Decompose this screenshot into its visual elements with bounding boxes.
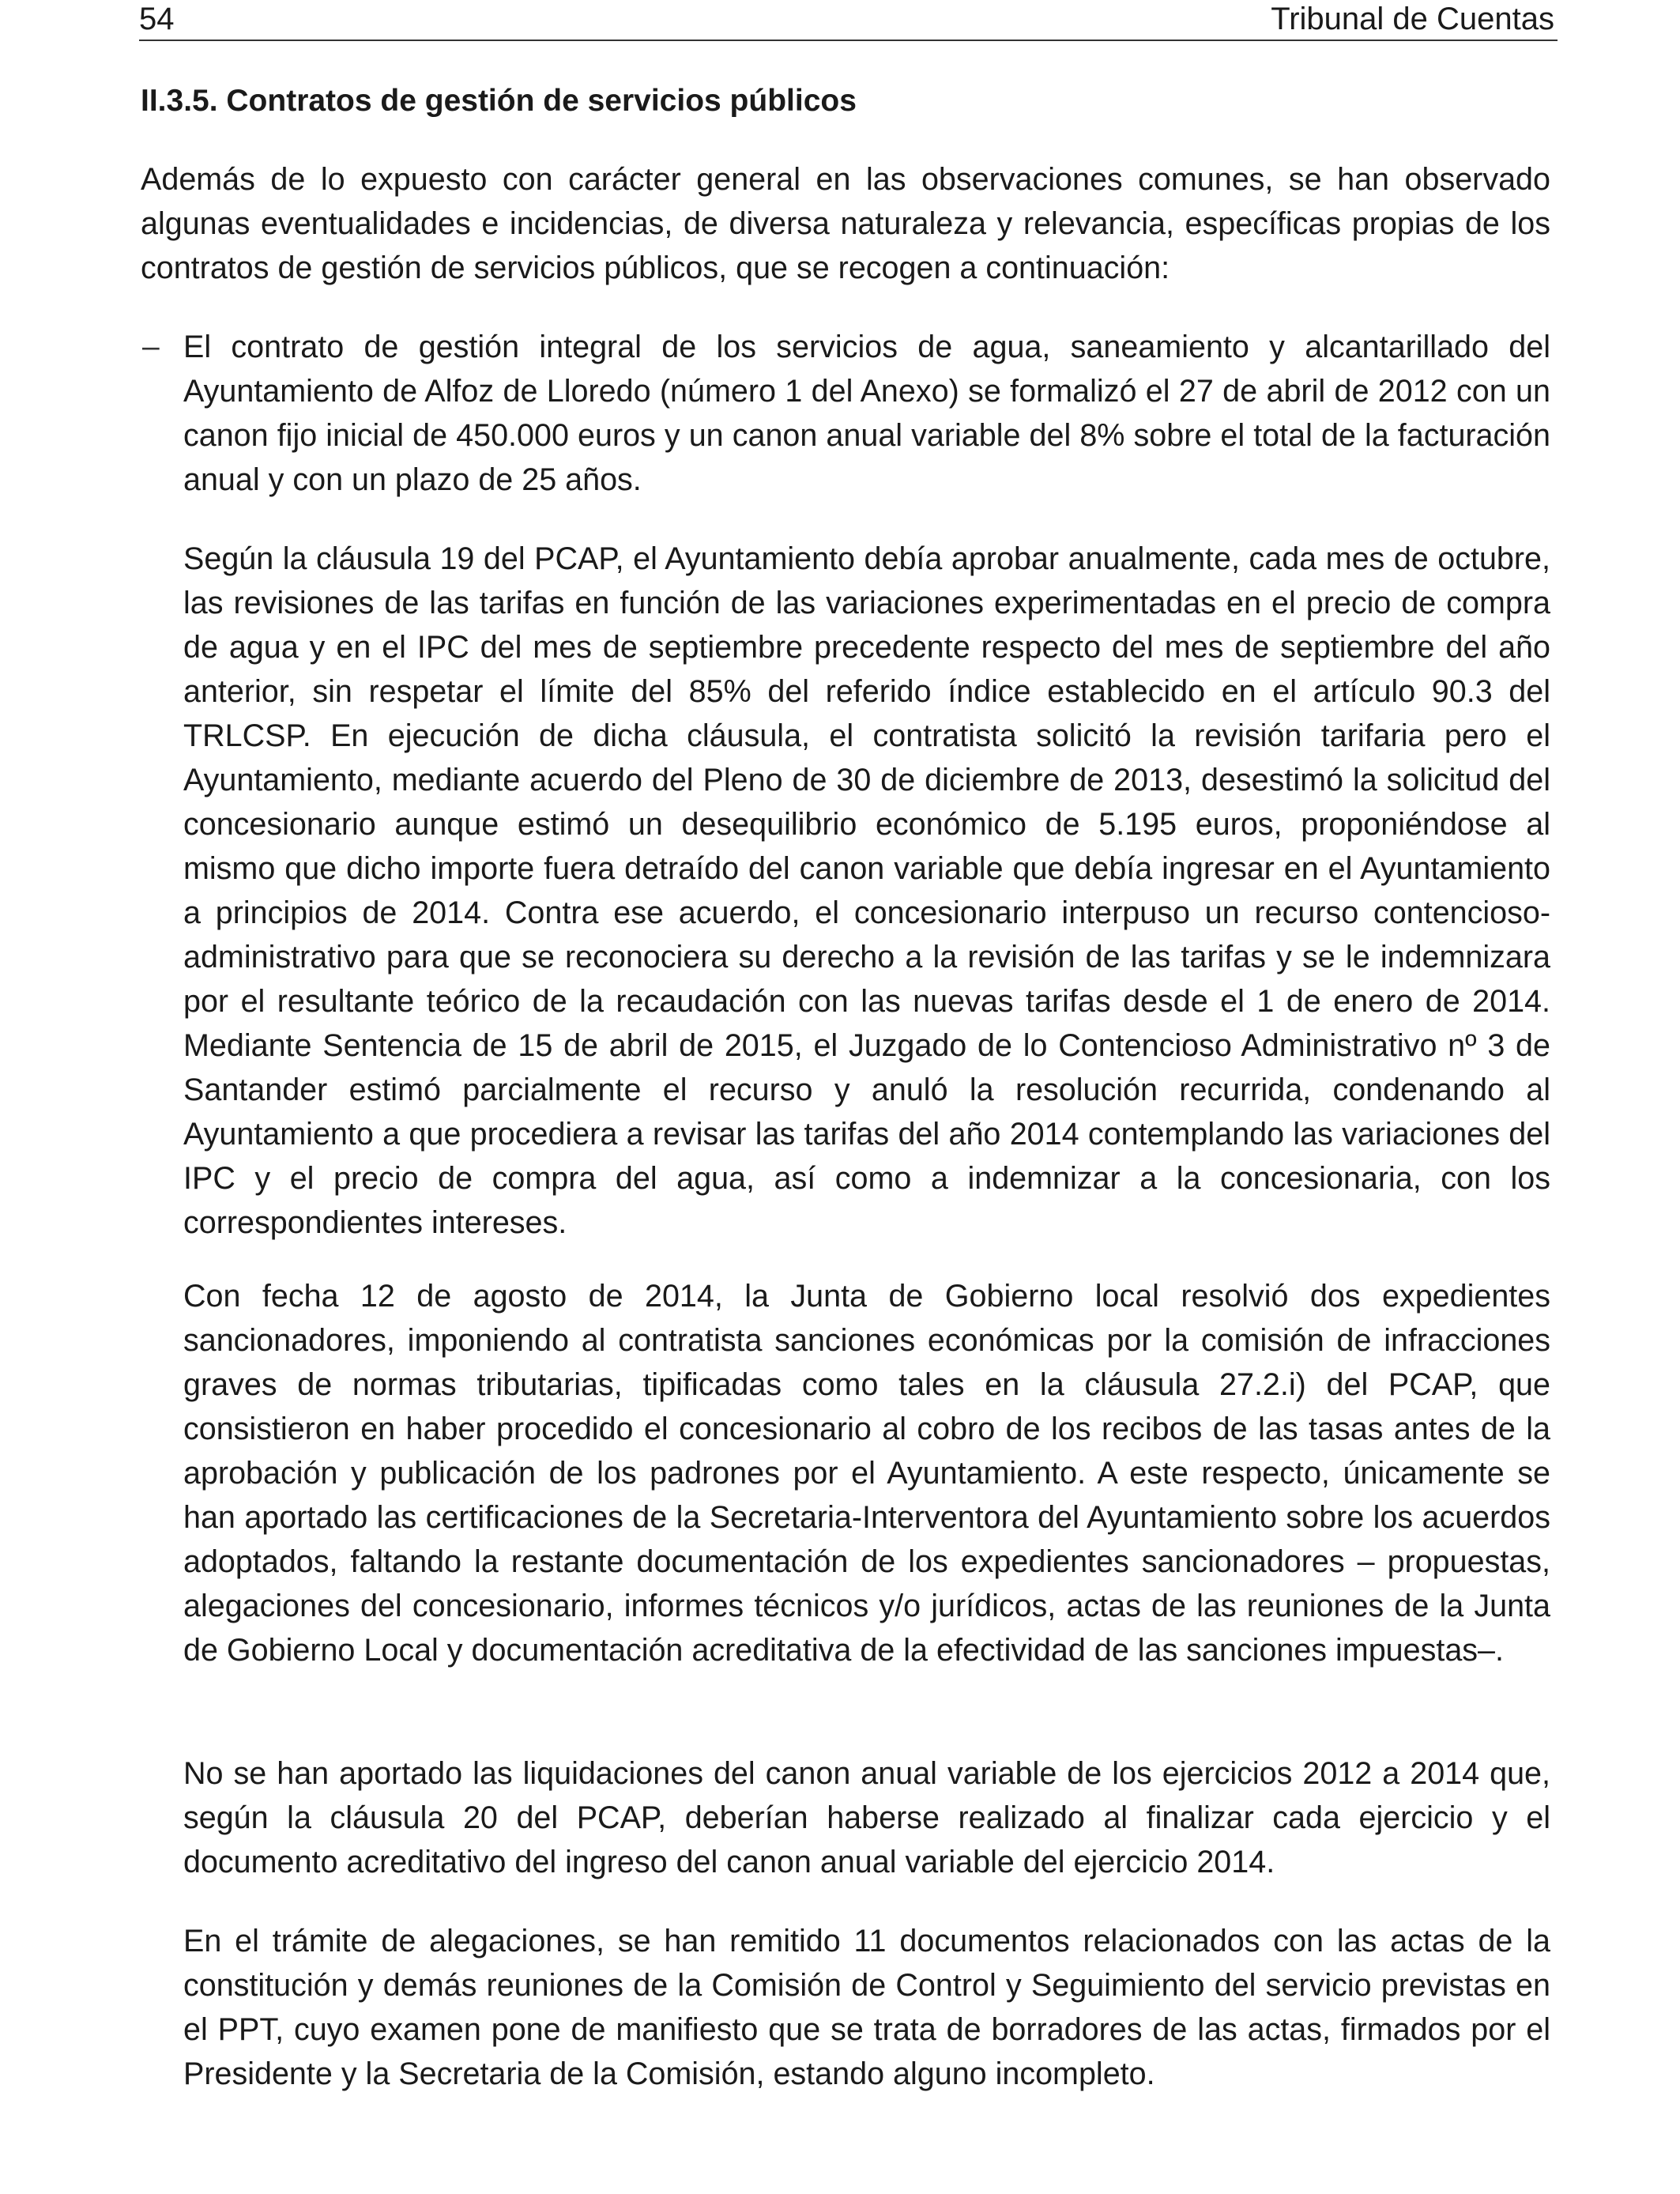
header-title: Tribunal de Cuentas (1271, 2, 1554, 36)
body-paragraph: Según la cláusula 19 del PCAP, el Ayuntamiento debía aprobar anualmente, cada mes de octubre, las revisiones de las tarifas en función de las variaciones experimentadas en el precio de compra de agua y en el IPC del mes de septiembre precedente respecto del mes de septiembre del año anterior, sin respetar el límite del 85% del referido índice establecido en el artículo 90.3 del TRLCSP. En ejecución de dicha cláusula, el contratista solicitó la revisión tarifaria pero el Ayuntamiento, mediante acuerdo del Pleno de 30 de diciembre de 2013, desestimó la solicitud del concesionario aunque estimó un desequilibrio económico de 5.195 euros, proponiéndose al mismo que dicho importe fuera detraído del canon variable que debía ingresar en el Ayuntamiento a principios de 2014. Contra ese acuerdo, el concesionario interpuso un recurso contencioso-administrativo para que se reconociera su derecho a la revisión de las tarifas y se le indemnizara por el resultante teórico de la recaudación con las nuevas tarifas desde el 1 de enero de 2014. Mediante Sentencia de 15 de abril de 2015, el Juzgado de lo Contencioso Administrativo nº 3 de Santander estimó parcialmente el recurso y anuló la resolución recurrida, condenando al Ayuntamiento a que procediera a revisar las tarifas del año 2014 contemplando las variaciones del IPC y el precio de compra del agua, así como a indemnizar a la concesionaria, con los correspondientes intereses. (183, 541, 1550, 1240)
section-heading: II.3.5. Contratos de gestión de servicios públicos (141, 84, 857, 118)
body-paragraph: En el trámite de alegaciones, se han remitido 11 documentos relacionados con las actas de la constitución y demás reuniones de la Comisión de Control y Seguimiento del servicio previstas en el PPT, cuyo examen pone de manifiesto que se trata de borradores de las actas, firmados por el Presidente y la Secretaria de la Comisión, estando alguno incompleto. (183, 1924, 1550, 2091)
page-header (139, 0, 1558, 41)
body-paragraph: Con fecha 12 de agosto de 2014, la Junta de Gobierno local resolvió dos expedientes sancionadores, imponiendo al contratista sanciones económicas por la comisión de infracciones graves de normas tributarias, tipificadas como tales en la cláusula 27.2.i) del PCAP, que consistieron en haber procedido el concesionario al cobro de los recibos de las tasas antes de la aprobación y publicación de los padrones por el Ayuntamiento. A este respecto, únicamente se han aportado las certificaciones de la Secretaria-Interventora del Ayuntamiento sobre los acuerdos adoptados, faltando la restante documentación de los expedientes sancionadores – propuestas, alegaciones del concesionario, informes técnicos y/o jurídicos, actas de las reuniones de la Junta de Gobierno Local y documentación acreditativa de la efectividad de las sanciones impuestas–. (183, 1279, 1550, 1668)
body-paragraph: No se han aportado las liquidaciones del canon anual variable de los ejercicios 2012 a 2014 que, según la cláusula 20 del PCAP, deberían haberse realizado al finalizar cada ejercicio y el documento acreditativo del ingreso del canon anual variable del ejercicio 2014. (183, 1756, 1550, 1879)
list-item-paragraph: El contrato de gestión integral de los servicios de agua, saneamiento y alcantarillado del Ayuntamiento de Alfoz de Lloredo (número 1 del Anexo) se formalizó el 27 de abril de 2012 con un canon fijo inicial de 450.000 euros y un canon anual variable del 8% sobre el total de la facturación anual y con un plazo de 25 años. (183, 330, 1550, 497)
intro-paragraph: Además de lo expuesto con carácter general en las observaciones comunes, se han observado algunas eventualidades e incidencias, de diversa naturaleza y relevancia, específicas propias de los contratos de gestión de servicios públicos, que se recogen a continuación: (141, 162, 1550, 285)
page-number: 54 (139, 2, 175, 36)
list-bullet-dash: – (142, 330, 160, 364)
